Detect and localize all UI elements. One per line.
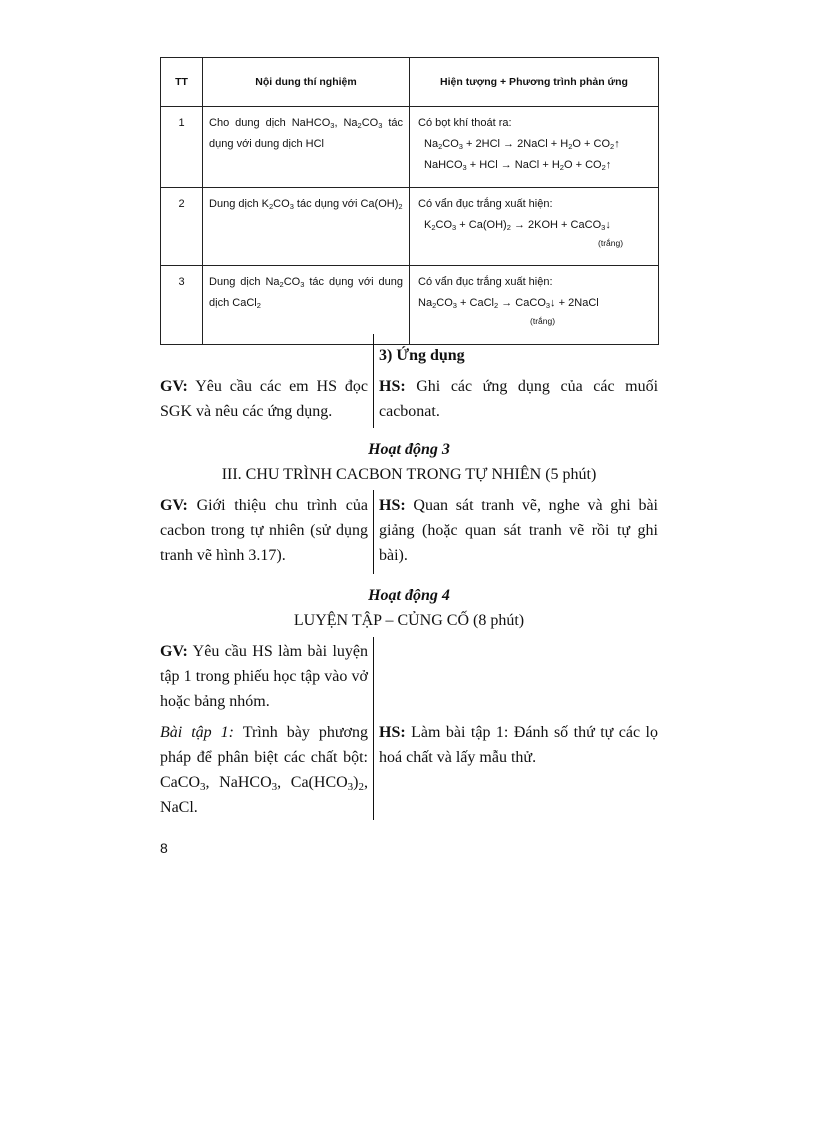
- page-number: 8: [160, 840, 168, 856]
- hs-paragraph: [379, 493, 658, 568]
- gv-text: Yêu cầu các em HS đọc SGK và nêu các ứng dụng.: [160, 378, 369, 420]
- hs-label: HS:: [379, 724, 406, 741]
- row-number: 1: [161, 107, 203, 188]
- gv-paragraph: [160, 493, 368, 568]
- experiment-table: [160, 57, 659, 345]
- hs-text: Ghi các ứng dụng của các muối cacbonat.: [379, 378, 659, 420]
- column-divider: [373, 334, 374, 428]
- section-ung-dung: [160, 334, 658, 428]
- exercise-label: Bài tập 1:: [160, 724, 235, 741]
- hs-label: HS:: [379, 497, 406, 514]
- activity4-section: [160, 637, 658, 820]
- activity4-title: Hoạt động 4: [368, 587, 450, 604]
- hs-text: Làm bài tập 1: Đánh số thứ tự các lọ hoá chất và lấy mẫu thử.: [379, 724, 659, 766]
- equation: NaHCO$_3$ + HCl → NaCl + $H_2O$ + $CO_2↑$: [424, 159, 612, 172]
- column-divider: [373, 490, 374, 574]
- exercise-paragraph: [160, 720, 368, 820]
- header-result: Hiện tượng + Phương trình phản ứng: [410, 58, 659, 107]
- column-divider: [373, 637, 374, 820]
- gv-text: Yêu cầu HS làm bài luyện tập 1 trong phiếu học tập vào vở hoặc bảng nhóm.: [160, 643, 368, 710]
- row-content: Dung dịch $K_2CO_3$ tác dụng với $Ca(OH)_2$: [203, 188, 410, 266]
- row-content: Cho dung dịch NaHCO$_3$, $Na_2CO_3$ tác dụng với dung dịch HCl: [203, 107, 410, 188]
- equation: $Na_2CO_3 + 2HCl$ → 2NaCl + $H_2O$ + $CO_2↑$: [424, 138, 620, 151]
- table-row: [161, 107, 659, 188]
- exercise-text: Trình bày phương pháp để phân biệt các chất bột: CaCO$_3$, NaHCO$_3$, $Ca(HCO_3)_2$, NaCl.: [160, 724, 369, 816]
- precipitate-note: (trắng): [598, 238, 624, 248]
- row-result: [410, 266, 659, 345]
- header-tt: TT: [161, 58, 203, 107]
- observation-text: Có vẩn đục trắng xuất hiện:: [418, 276, 553, 288]
- gv-paragraph: [160, 639, 368, 714]
- equation: $K_2CO_3 + Ca(OH)_2 \to 2KOH$ + CaCO$_3$↓: [424, 219, 611, 232]
- gv-label: GV:: [160, 497, 188, 514]
- equation: $Na_2CO_3$ + CaCl$_2$ → CaCO$_3$↓ + 2NaCl: [418, 297, 599, 310]
- observation-text: Có bọt khí thoát ra:: [418, 117, 512, 129]
- activity3-title: Hoạt động 3: [368, 441, 450, 458]
- precipitate-note: (trắng): [530, 316, 556, 326]
- hs-paragraph: [379, 374, 658, 424]
- row-result: [410, 107, 659, 188]
- observation-text: Có vẩn đục trắng xuất hiện:: [418, 198, 553, 210]
- gv-label: GV:: [160, 378, 188, 395]
- table-header-row: [161, 58, 659, 107]
- row-number: 2: [161, 188, 203, 266]
- table-row: [161, 188, 659, 266]
- table-row: [161, 266, 659, 345]
- row-content: Dung dịch $Na_2CO_3$ tác dụng với dung dịch CaCl$_2$: [203, 266, 410, 345]
- hs-label: HS:: [379, 378, 406, 395]
- row-number: 3: [161, 266, 203, 345]
- hs-text: Quan sát tranh vẽ, nghe và ghi bài giảng (hoặc quan sát tranh vẽ rồi tự ghi bài).: [379, 497, 658, 564]
- section-heading: 3) Ứng dụng: [379, 347, 465, 364]
- hs-paragraph: [379, 720, 658, 770]
- gv-text: Giới thiệu chu trình của cacbon trong tự nhiên (sử dụng tranh vẽ hình 3.17).: [160, 497, 369, 564]
- activity3-subtitle: III. CHU TRÌNH CACBON TRONG TỰ NHIÊN (5 phút): [221, 466, 597, 483]
- activity3-section: [160, 490, 658, 574]
- header-content: Nội dung thí nghiệm: [203, 58, 410, 107]
- gv-paragraph: [160, 374, 368, 424]
- gv-label: GV:: [160, 643, 188, 660]
- row-result: [410, 188, 659, 266]
- activity4-subtitle: LUYỆN TẬP – CỦNG CỐ (8 phút): [293, 612, 525, 629]
